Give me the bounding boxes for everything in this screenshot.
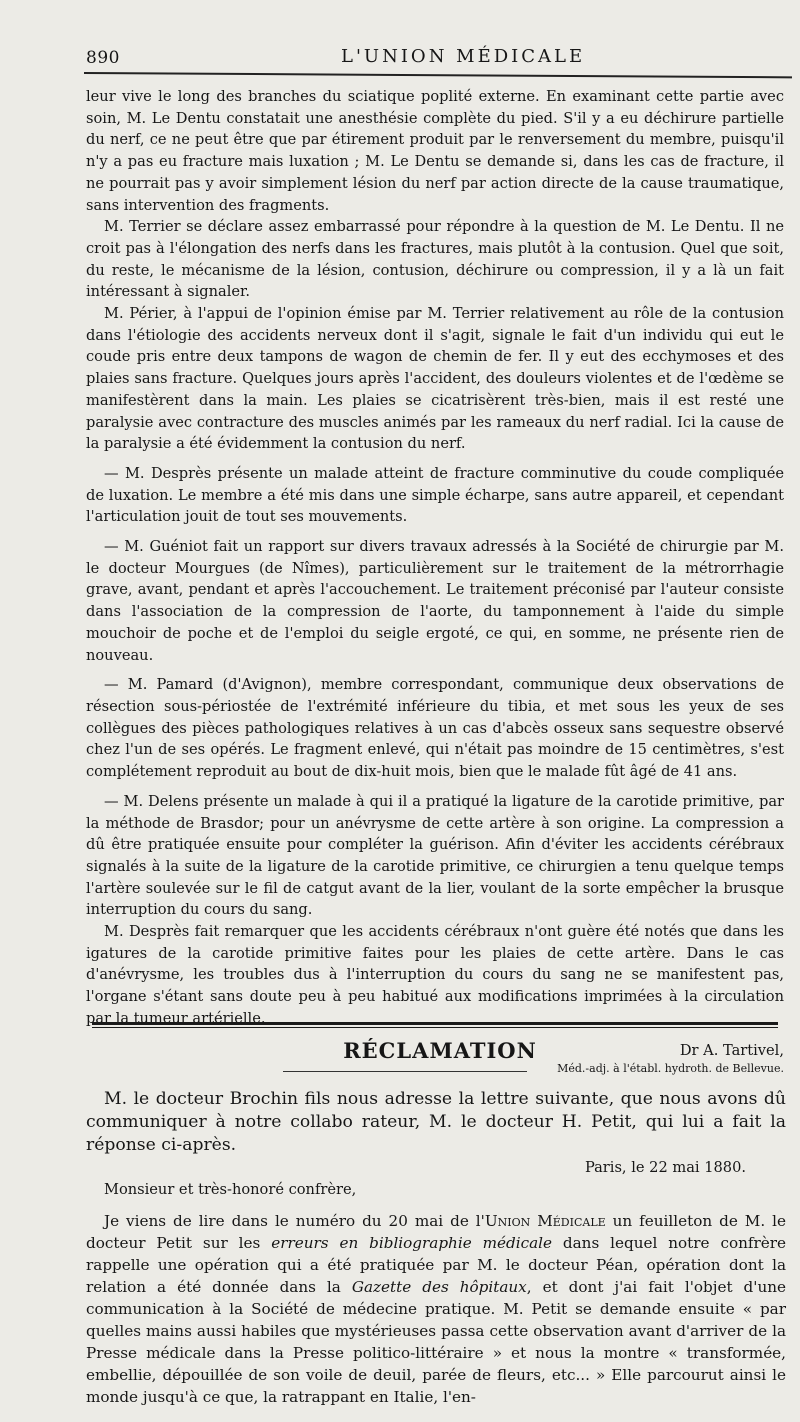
letter-salutation: Monsieur et très-honoré confrère, <box>104 1180 357 1198</box>
paragraph: — M. Desprès présente un malade atteint de fracture comminutive du coude compliquée de luxation. Le membre a été mis dans une simple écharpe, sans autre appareil, et cependant l'articulation jouit de tout ses mouvements. <box>86 464 784 526</box>
page-number: 890 <box>86 48 120 68</box>
paragraph: M. Périer, à l'appui de l'opinion émise par M. Terrier relativement au rôle de la contusion dans l'étiologie des accidents nerveux dont il s'agit, signale le fait d'un individu qui eut le coude pris entre deux tampons de wagon de chemin de fer. Il y eut des ecchymoses et des plaies sans fracture. Quelques jours après l'accident, des douleurs violentes et de l'œdème se manifestèrent dans la main. Les plaies se cicatrisèrent très-bien, mais il est resté une paralysie avec contracture des muscles animés par les rameaux du nerf radial. Ici la cause de la paralysie a été évidemment la contusion du nerf. <box>86 305 784 453</box>
paragraph: — M. Guéniot fait un rapport sur divers travaux adressés à la Société de chirurgie par M. le docteur Mourgues (de Nîmes), particulièrement sur le traitement de la métrorrhagie grave, avant, pendant et après l'accouchement. Le traitement préconisé par l'auteur consiste dans l'association de la compression de l'aorte, du tamponnement à l'aide du simple mouchoir de poche et de l'emploi du seigle ergoté, ce qui, en somme, ne présente rien de nouveau. <box>86 538 784 664</box>
header-rule <box>84 72 792 78</box>
article-body <box>86 86 784 1077</box>
letter-text: dans lequel notre confrère rappelle une opération qui a été pratiquée par M. le docteur Péan, opération dont la relation a été donnée dans la <box>86 1234 786 1297</box>
lead-text: M. le docteur Brochin fils nous adresse la lettre suivante, que nous avons dû communiquer à notre collabo rateur, M. le docteur H. Petit, qui lui a fait la réponse ci-après. <box>86 1089 786 1155</box>
running-title: L'UNION MÉDICALE <box>341 46 586 67</box>
lead-paragraph <box>86 1088 786 1157</box>
letter <box>86 1157 786 1408</box>
letter-dateline: Paris, le 22 mai 1880. <box>584 1159 746 1176</box>
paragraph: — M. Delens présente un malade à qui il a pratiqué la ligature de la carotide primitive, par la méthode de Brasdor; pour un anévrysme de cette artère à son origine. La compression a dû être pratiquée ensuite pour compléter la guérison. Afin d'éviter les accidents cérébraux signalés à la suite de la ligature de la carotide primitive, ce chirurgien a tenu quelque temps l'artère soulevée sur le fil de catgut avant de la lier, voulant de la sorte empêcher la brusque interruption du cours du sang. <box>86 792 784 919</box>
page-header <box>86 42 786 72</box>
essay-title: erreurs en bibliographie médicale <box>271 1234 552 1253</box>
author-affiliation: Méd.-adj. à l'établ. hydroth. de Bellevue. <box>557 1062 784 1076</box>
title-underline <box>283 1071 527 1072</box>
section-divider-thin <box>92 1027 778 1028</box>
paragraph: M. Terrier se déclare assez embarrassé pour répondre à la question de M. Le Dentu. Il ne croit pas à l'élongation des nerfs dans les fractures, mais plutôt à la contusion. Quel que soit, du reste, le mécanisme de la lésion, contusion, déchirure ou compression, il y a là un fait intéressant à signaler. <box>86 218 784 301</box>
letter-text: , et dont j'ai fait l'objet d'une communication à la Société de médecine pratique. M. Petit se demande ensuite « par quelles mains aussi habiles que mystérieuses passa cette observation avant d'arriver de la Presse médicale dans la Presse politico-littéraire » et nous la montre « transformée, embellie, dépouillée de son voile de deuil, parée de fleurs, etc... » Elle parcourut ainsi le monde jusqu'à ce que, la ratrappant en Italie, l'en- <box>86 1278 786 1407</box>
letter-text: un feuilleton de M. le docteur Petit sur les <box>86 1212 786 1253</box>
paragraph: — M. Pamard (d'Avignon), membre correspondant, communique deux observations de résection sous-périostée de l'extrémité inférieure du tibia, et met sous les yeux de ses collègues des pièces pathologiques relatives à un cas d'abcès osseux sans sequestre observé chez l'un de ses opérés. Le fragment enlevé, qui n'était pas moindre de 15 centimètres, s'est complétement reproduit au bout de dix-huit mois, bien que le malade fût âgé de 41 ans. <box>86 676 784 781</box>
paragraph: M. Desprès fait remarquer que les accidents cérébraux n'ont guère été notés que dans les igatures de la carotide primitive faites pour les plaies de cette artère. Dans le cas d'anévrysme, les troubles dus à l'interruption du cours du sang ne se manifestent pas, l'organe s'étant sans doute peu à peu habitué aux modifications imprimées à la circulation par la tumeur artérielle. <box>86 923 784 1027</box>
journal-name: Union Médicale <box>484 1212 606 1231</box>
author-signature: Dr A. Tartivel, <box>679 1041 784 1059</box>
paragraph: leur vive le long des branches du sciatique poplité externe. En examinant cette partie avec soin, M. Le Dentu constatait une anesthésie complète du pied. S'il y a eu déchirure partielle du nerf, ce ne peut être que par étirement produit par le renversement du membre, puisqu'il n'y a pas eu fracture mais luxation ; M. Le Dentu se demande si, dans les cas de fracture, il ne pourrait pas y avoir simplement lésion du nerf par action directe de la cause traumatique, sans intervention des fragments. <box>86 88 784 214</box>
gazette-name: Gazette des hôpitaux <box>351 1278 527 1297</box>
section-title: RÉCLAMATION <box>343 1038 537 1063</box>
letter-body <box>86 1210 786 1408</box>
section-divider <box>92 1022 778 1025</box>
letter-text: Je viens de lire dans le numéro du 20 mai de l' <box>104 1212 485 1231</box>
